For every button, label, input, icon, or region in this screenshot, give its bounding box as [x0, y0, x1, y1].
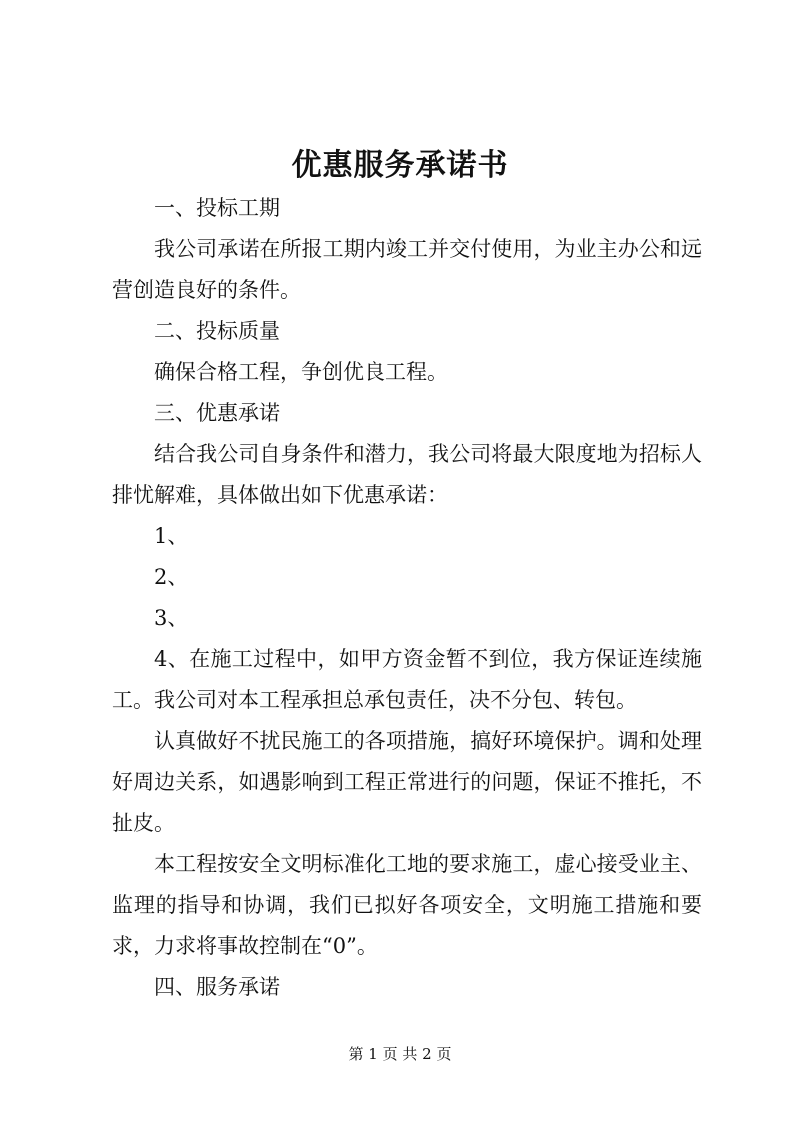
- paragraph-quality: 确保合格工程，争创优良工程。: [154, 360, 448, 384]
- document-body: [112, 188, 702, 1008]
- list-item-3: 3、: [154, 606, 189, 630]
- paragraph-safety: 本工程按安全文明标准化工地的要求施工，虚心接受业主、监理的指导和协调，我们已拟好各项安全，文明施工措施和要求，力求将事故控制在“0”。: [112, 852, 702, 958]
- paragraph-environment: 认真做好不扰民施工的各项措施，搞好环境保护。调和处理好周边关系，如遇影响到工程正常进行的问题，保证不推托，不扯皮。: [112, 729, 702, 835]
- paragraph-schedule: 我公司承诺在所报工期内竣工并交付使用，为业主办公和远营创造良好的条件。: [112, 237, 702, 302]
- section-heading-discount: 三、优惠承诺: [154, 401, 280, 425]
- list-item-2: 2、: [154, 565, 189, 589]
- section-heading-schedule: 一、投标工期: [154, 196, 280, 220]
- paragraph-discount-intro: 结合我公司自身条件和潜力，我公司将最大限度地为招标人排忧解难，具体做出如下优惠承诺：: [112, 442, 702, 507]
- page-footer: 第 1 页 共 2 页: [348, 1045, 452, 1063]
- section-heading-quality: 二、投标质量: [154, 319, 280, 343]
- section-heading-service: 四、服务承诺: [154, 975, 280, 999]
- list-item-4: 4、在施工过程中，如甲方资金暂不到位，我方保证连续施工。我公司对本工程承担总承包责任，决不分包、转包。: [112, 647, 702, 712]
- list-item-1: 1、: [154, 524, 189, 548]
- document-title: 优惠服务承诺书: [291, 148, 509, 183]
